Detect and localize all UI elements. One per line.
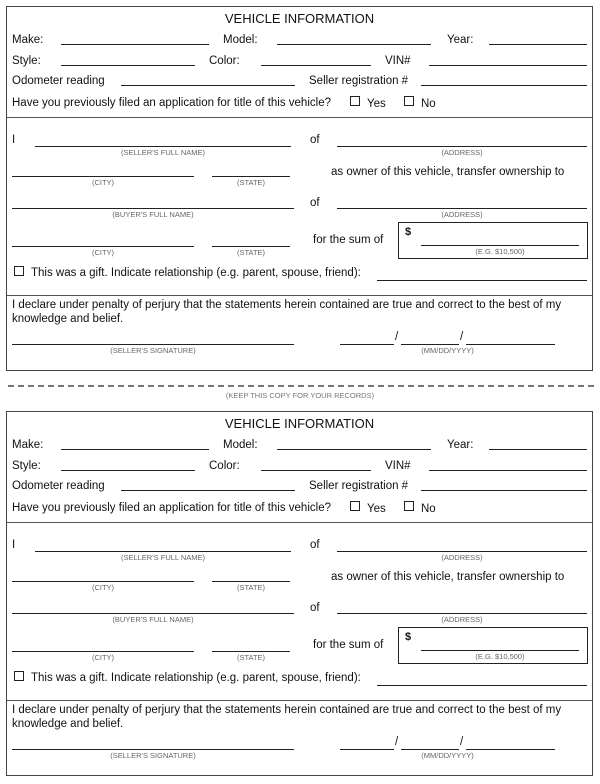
year-label: Year: — [447, 439, 474, 451]
date-slash: / — [395, 736, 399, 748]
dollar-sign: $ — [405, 631, 412, 643]
seller-signature-caption: (SELLER'S SIGNATURE) — [110, 751, 196, 760]
gift-relationship-field[interactable] — [377, 280, 587, 281]
vin-field[interactable] — [429, 470, 587, 471]
gift-checkbox[interactable] — [14, 266, 24, 276]
seller-state-caption: (STATE) — [236, 178, 266, 187]
sum-label: for the sum of — [313, 234, 384, 246]
color-field[interactable] — [261, 65, 371, 66]
no-checkbox[interactable] — [404, 96, 414, 106]
buyer-address-field[interactable] — [337, 208, 587, 209]
seller-state-field[interactable] — [212, 176, 290, 177]
transfer-ownership-text: as owner of this vehicle, transfer ownership to — [331, 166, 565, 178]
buyer-city-caption: (CITY) — [91, 653, 115, 662]
buyer-state-caption: (STATE) — [236, 248, 266, 257]
seller-name-field[interactable] — [35, 146, 291, 147]
model-label: Model: — [223, 34, 258, 46]
date-year-field[interactable] — [466, 749, 555, 750]
buyer-city-field[interactable] — [12, 651, 194, 652]
yes-checkbox[interactable] — [350, 96, 360, 106]
seller-signature-field[interactable] — [12, 344, 294, 345]
seller-name-caption: (SELLER'S FULL NAME) — [120, 148, 206, 157]
transfer-section — [7, 523, 592, 701]
sale-price-box[interactable] — [398, 627, 588, 664]
style-field[interactable] — [61, 470, 195, 471]
gift-label: This was a gift. Indicate relationship (e.g. parent, spouse, friend): — [31, 267, 361, 279]
seller-state-caption: (STATE) — [236, 583, 266, 592]
no-label: No — [421, 503, 436, 515]
buyer-state-field[interactable] — [212, 651, 290, 652]
year-field[interactable] — [489, 449, 587, 450]
buyer-state-field[interactable] — [212, 246, 290, 247]
model-field[interactable] — [277, 44, 431, 45]
sum-label: for the sum of — [313, 639, 384, 651]
of-label: of — [310, 134, 320, 146]
declaration-text-line2: knowledge and belief. — [12, 313, 124, 325]
vin-field[interactable] — [429, 65, 587, 66]
buyer-name-caption: (BUYER'S FULL NAME) — [112, 210, 194, 219]
declaration-text-line2: knowledge and belief. — [12, 718, 124, 730]
i-label: I — [12, 539, 16, 551]
cut-line — [8, 385, 594, 387]
color-label: Color: — [209, 460, 240, 472]
buyer-state-caption: (STATE) — [236, 653, 266, 662]
color-field[interactable] — [261, 470, 371, 471]
no-checkbox[interactable] — [404, 501, 414, 511]
year-label: Year: — [447, 34, 474, 46]
declaration-text-line1: I declare under penalty of perjury that the statements herein contained are true and correct to the best of my — [12, 299, 562, 311]
make-label: Make: — [12, 34, 44, 46]
i-label: I — [12, 134, 16, 146]
seller-city-field[interactable] — [12, 176, 194, 177]
declaration-section — [7, 296, 592, 370]
date-slash: / — [395, 331, 399, 343]
previous-application-question: Have you previously filed an application for title of this vehicle? — [12, 97, 331, 109]
odometer-field[interactable] — [121, 490, 295, 491]
vin-label: VIN# — [385, 460, 411, 472]
buyer-name-field[interactable] — [12, 613, 294, 614]
date-caption: (MM/DD/YYYY) — [421, 751, 474, 760]
declaration-section — [7, 701, 592, 775]
year-field[interactable] — [489, 44, 587, 45]
of-label: of — [310, 602, 320, 614]
seller-address-caption: (ADDRESS) — [441, 148, 483, 157]
seller-registration-field[interactable] — [421, 85, 587, 86]
style-label: Style: — [12, 460, 41, 472]
sale-price-example: (E.G. $10,500) — [475, 247, 525, 256]
sale-price-example: (E.G. $10,500) — [475, 652, 525, 661]
sale-price-field[interactable] — [421, 245, 579, 246]
odometer-label: Odometer reading — [12, 480, 105, 492]
date-slash: / — [460, 331, 464, 343]
transfer-section — [7, 118, 592, 296]
color-label: Color: — [209, 55, 240, 67]
date-day-field[interactable] — [401, 344, 459, 345]
model-label: Model: — [223, 439, 258, 451]
buyer-city-caption: (CITY) — [91, 248, 115, 257]
date-month-field[interactable] — [340, 344, 394, 345]
odometer-label: Odometer reading — [12, 75, 105, 87]
gift-relationship-field[interactable] — [377, 685, 587, 686]
date-day-field[interactable] — [401, 749, 459, 750]
yes-label: Yes — [367, 98, 386, 110]
date-month-field[interactable] — [340, 749, 394, 750]
seller-registration-label: Seller registration # — [309, 75, 409, 87]
seller-registration-label: Seller registration # — [309, 480, 409, 492]
seller-state-field[interactable] — [212, 581, 290, 582]
previous-application-question: Have you previously filed an application for title of this vehicle? — [12, 502, 331, 514]
seller-signature-caption: (SELLER'S SIGNATURE) — [110, 346, 196, 355]
seller-city-field[interactable] — [12, 581, 194, 582]
section-title: VEHICLE INFORMATION — [224, 11, 375, 26]
seller-address-field[interactable] — [337, 551, 587, 552]
yes-label: Yes — [367, 503, 386, 515]
vehicle-information-section — [7, 412, 592, 523]
date-slash: / — [460, 736, 464, 748]
buyer-address-field[interactable] — [337, 613, 587, 614]
style-field[interactable] — [61, 65, 195, 66]
model-field[interactable] — [277, 449, 431, 450]
gift-checkbox[interactable] — [14, 671, 24, 681]
seller-signature-field[interactable] — [12, 749, 294, 750]
vin-label: VIN# — [385, 55, 411, 67]
buyer-address-caption: (ADDRESS) — [441, 210, 483, 219]
dollar-sign: $ — [405, 226, 412, 238]
date-caption: (MM/DD/YYYY) — [421, 346, 474, 355]
make-field[interactable] — [61, 449, 209, 450]
seller-address-field[interactable] — [337, 146, 587, 147]
bill-of-sale-form-original — [6, 6, 593, 371]
transfer-ownership-text: as owner of this vehicle, transfer ownership to — [331, 571, 565, 583]
section-title: VEHICLE INFORMATION — [224, 416, 375, 431]
of-label: of — [310, 539, 320, 551]
keep-copy-caption: (KEEP THIS COPY FOR YOUR RECORDS) — [225, 391, 375, 400]
gift-label: This was a gift. Indicate relationship (e.g. parent, spouse, friend): — [31, 672, 361, 684]
seller-name-caption: (SELLER'S FULL NAME) — [120, 553, 206, 562]
buyer-name-caption: (BUYER'S FULL NAME) — [112, 615, 194, 624]
seller-registration-field[interactable] — [421, 490, 587, 491]
buyer-city-field[interactable] — [12, 246, 194, 247]
seller-name-field[interactable] — [35, 551, 291, 552]
declaration-text-line1: I declare under penalty of perjury that the statements herein contained are true and correct to the best of my — [12, 704, 562, 716]
bill-of-sale-form-copy — [6, 411, 593, 776]
date-year-field[interactable] — [466, 344, 555, 345]
buyer-name-field[interactable] — [12, 208, 294, 209]
seller-city-caption: (CITY) — [91, 178, 115, 187]
seller-city-caption: (CITY) — [91, 583, 115, 592]
odometer-field[interactable] — [121, 85, 295, 86]
yes-checkbox[interactable] — [350, 501, 360, 511]
sale-price-field[interactable] — [421, 650, 579, 651]
sale-price-box[interactable] — [398, 222, 588, 259]
make-field[interactable] — [61, 44, 209, 45]
no-label: No — [421, 98, 436, 110]
vehicle-information-section — [7, 7, 592, 118]
buyer-address-caption: (ADDRESS) — [441, 615, 483, 624]
style-label: Style: — [12, 55, 41, 67]
make-label: Make: — [12, 439, 44, 451]
of-label: of — [310, 197, 320, 209]
seller-address-caption: (ADDRESS) — [441, 553, 483, 562]
